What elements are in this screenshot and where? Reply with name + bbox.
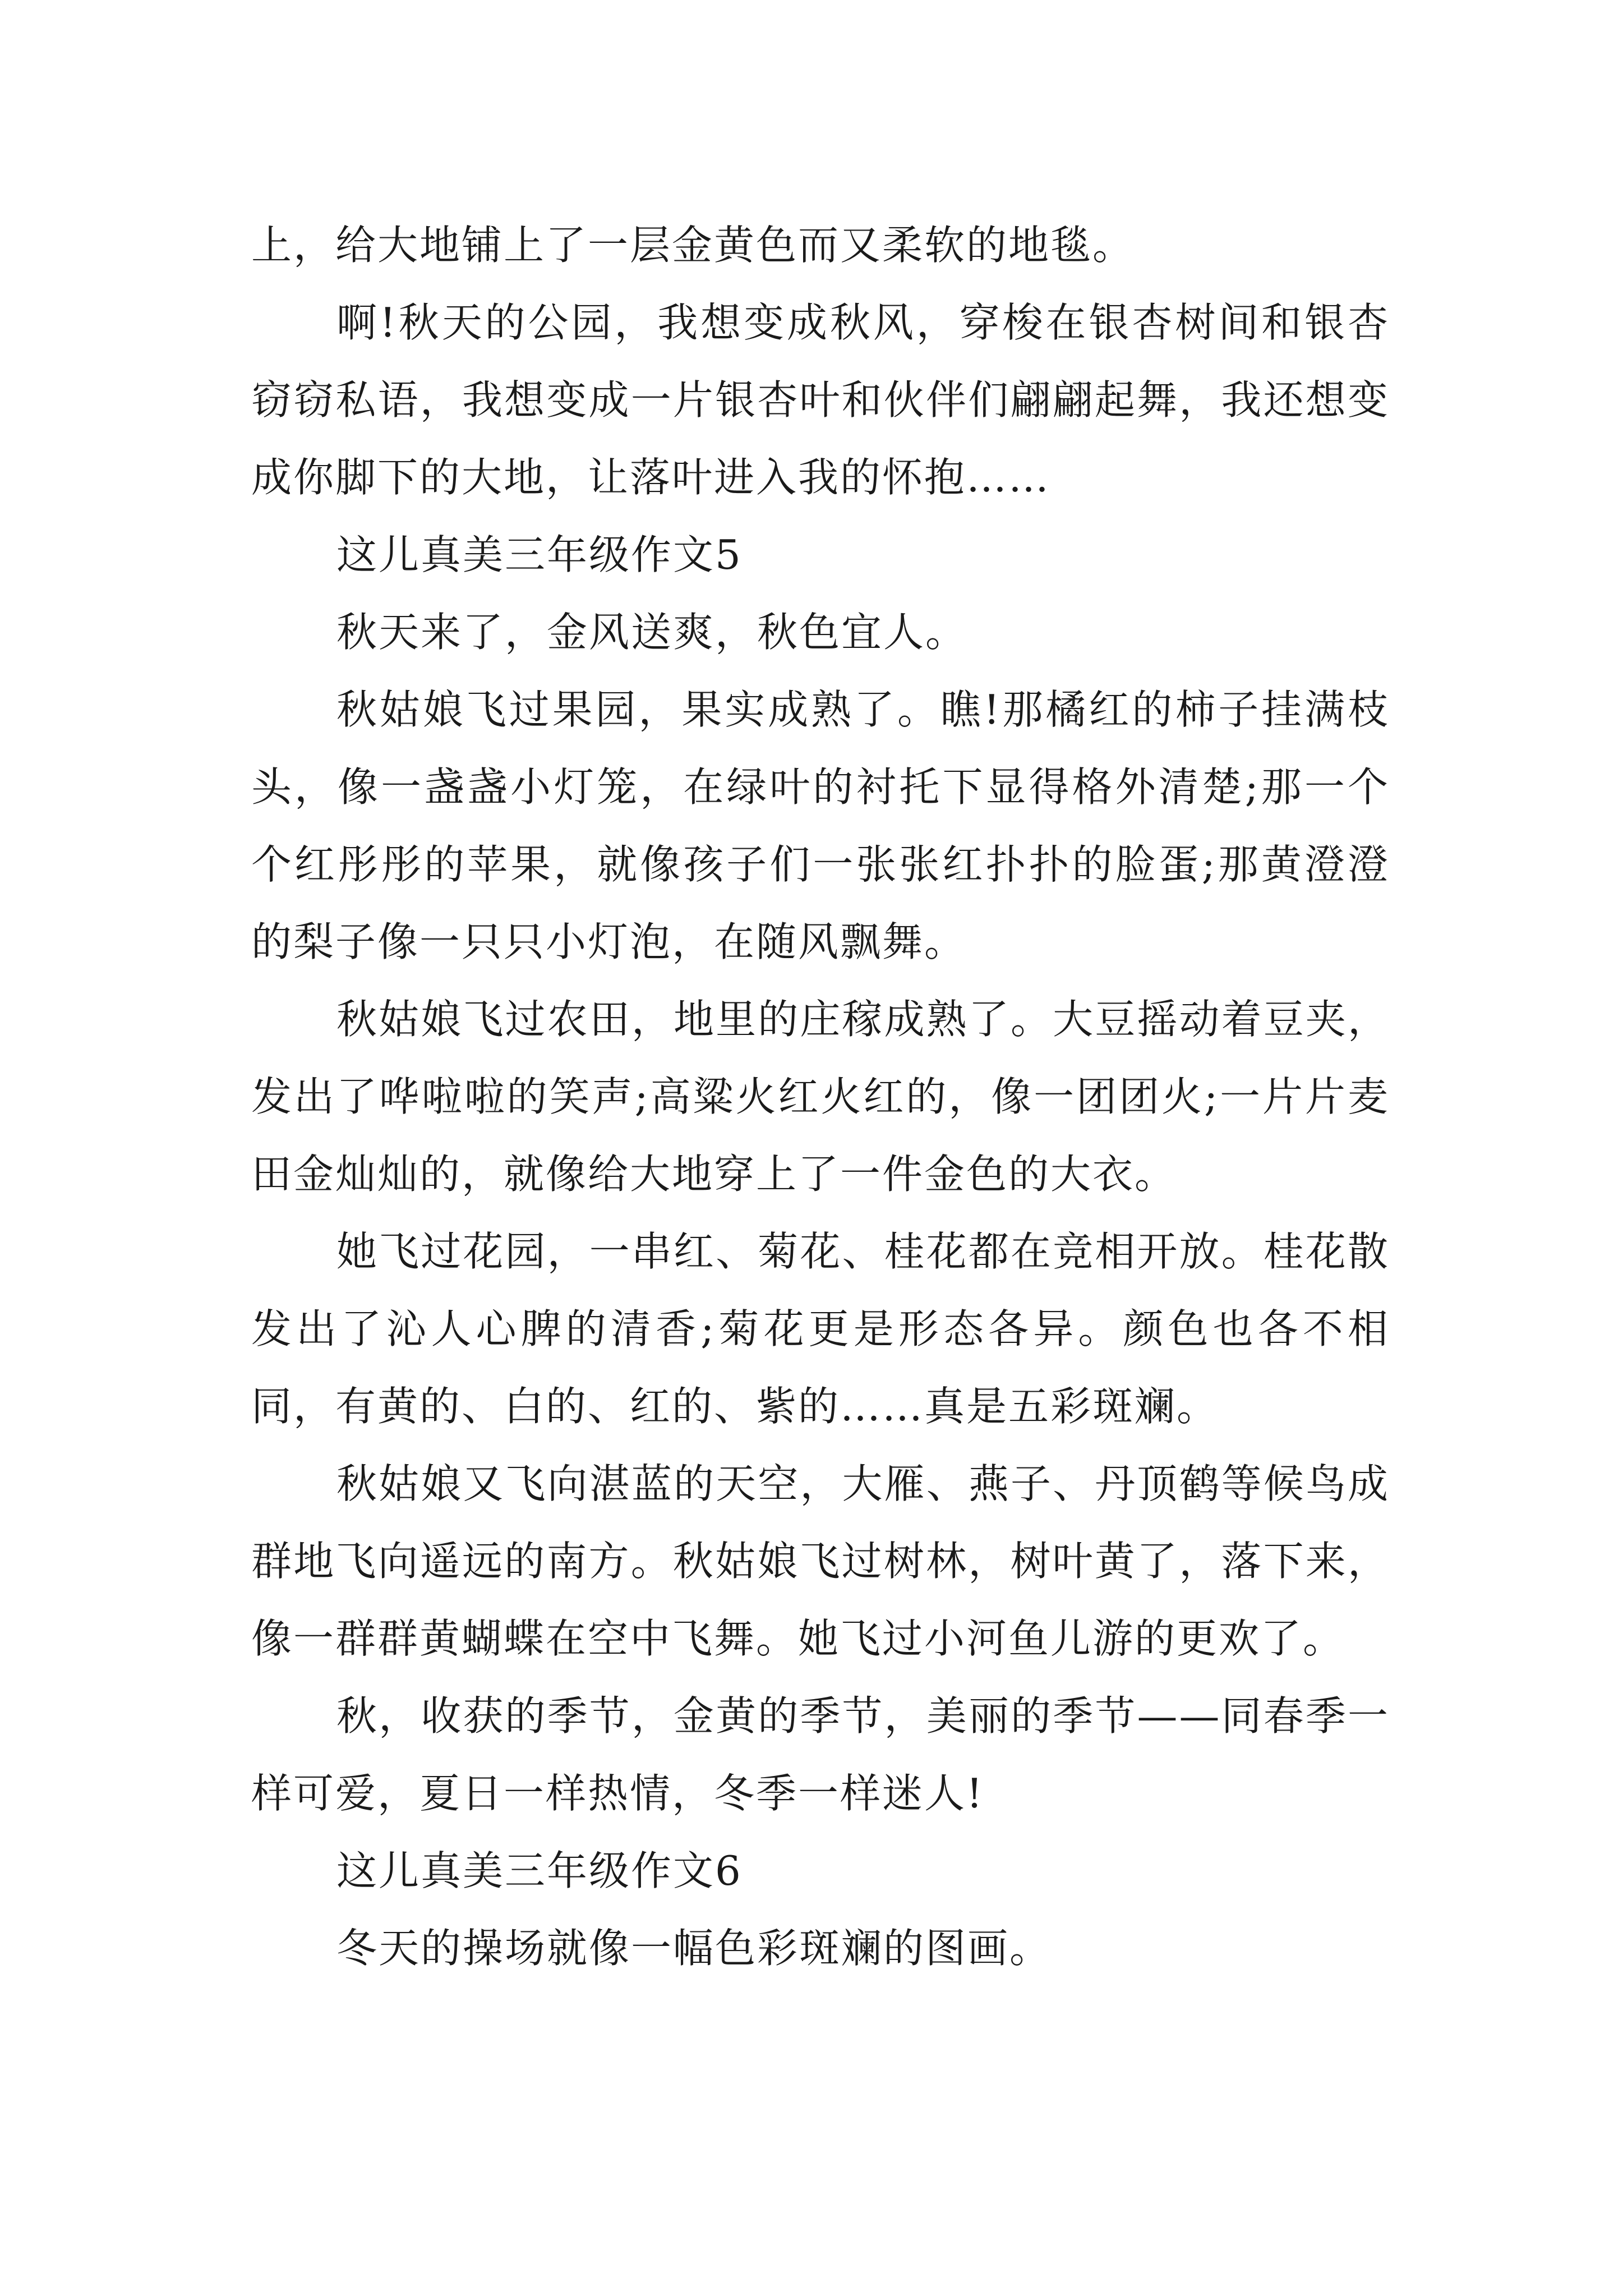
essay-heading-5: 这儿真美三年级作文5 [336,531,743,578]
paragraph-winter-playground: 冬天的操场就像一幅色彩斑斓的图画。 [336,1925,1052,1972]
paragraph-farmland: 秋姑娘飞过农田，地里的庄稼成熟了。大豆摇动着豆夹，发出了哗啦啦的笑声;高粱火红火红的，像一团团火;一片片麦田金灿灿的，就像给大地穿上了一件金色的大衣。 [251,996,1390,1198]
essay-heading-6: 这儿真美三年级作文6 [336,1847,743,1894]
paragraph-autumn-park: 啊!秋天的公园，我想变成秋风，穿梭在银杏树间和银杏窃窃私语，我想变成一片银杏叶和伙伴们翩翩起舞，我还想变成你脚下的大地，让落叶进入我的怀抱…… [251,299,1390,501]
paragraph-harvest-season: 秋，收获的季节，金黄的季节，美丽的季节——同春季一样可爱，夏日一样热情，冬季一样迷人! [251,1692,1390,1817]
paragraph-orchard: 秋姑娘飞过果园，果实成熟了。瞧!那橘红的柿子挂满枝头，像一盏盏小灯笼，在绿叶的衬托下显得格外清楚;那一个个红彤彤的苹果，就像孩子们一张张红扑扑的脸蛋;那黄澄澄的梨子像一只只小灯泡，在随风飘舞。 [251,686,1390,965]
paragraph-garden: 她飞过花园，一串红、菊花、桂花都在竞相开放。桂花散发出了沁人心脾的清香;菊花更是形态各异。颜色也各不相同，有黄的、白的、红的、紫的……真是五彩斑斓。 [251,1228,1390,1430]
paragraph-sky-forest: 秋姑娘又飞向湛蓝的天空，大雁、燕子、丹顶鹤等候鸟成群地飞向遥远的南方。秋姑娘飞过树林，树叶黄了，落下来，像一群群黄蝴蝶在空中飞舞。她飞过小河鱼儿游的更欢了。 [251,1460,1390,1662]
paragraph-continuation: 上，给大地铺上了一层金黄色而又柔软的地毯。 [251,222,1135,269]
document-body [251,206,1390,1987]
paragraph-autumn-arrives: 秋天来了，金风送爽，秋色宜人。 [336,609,968,656]
